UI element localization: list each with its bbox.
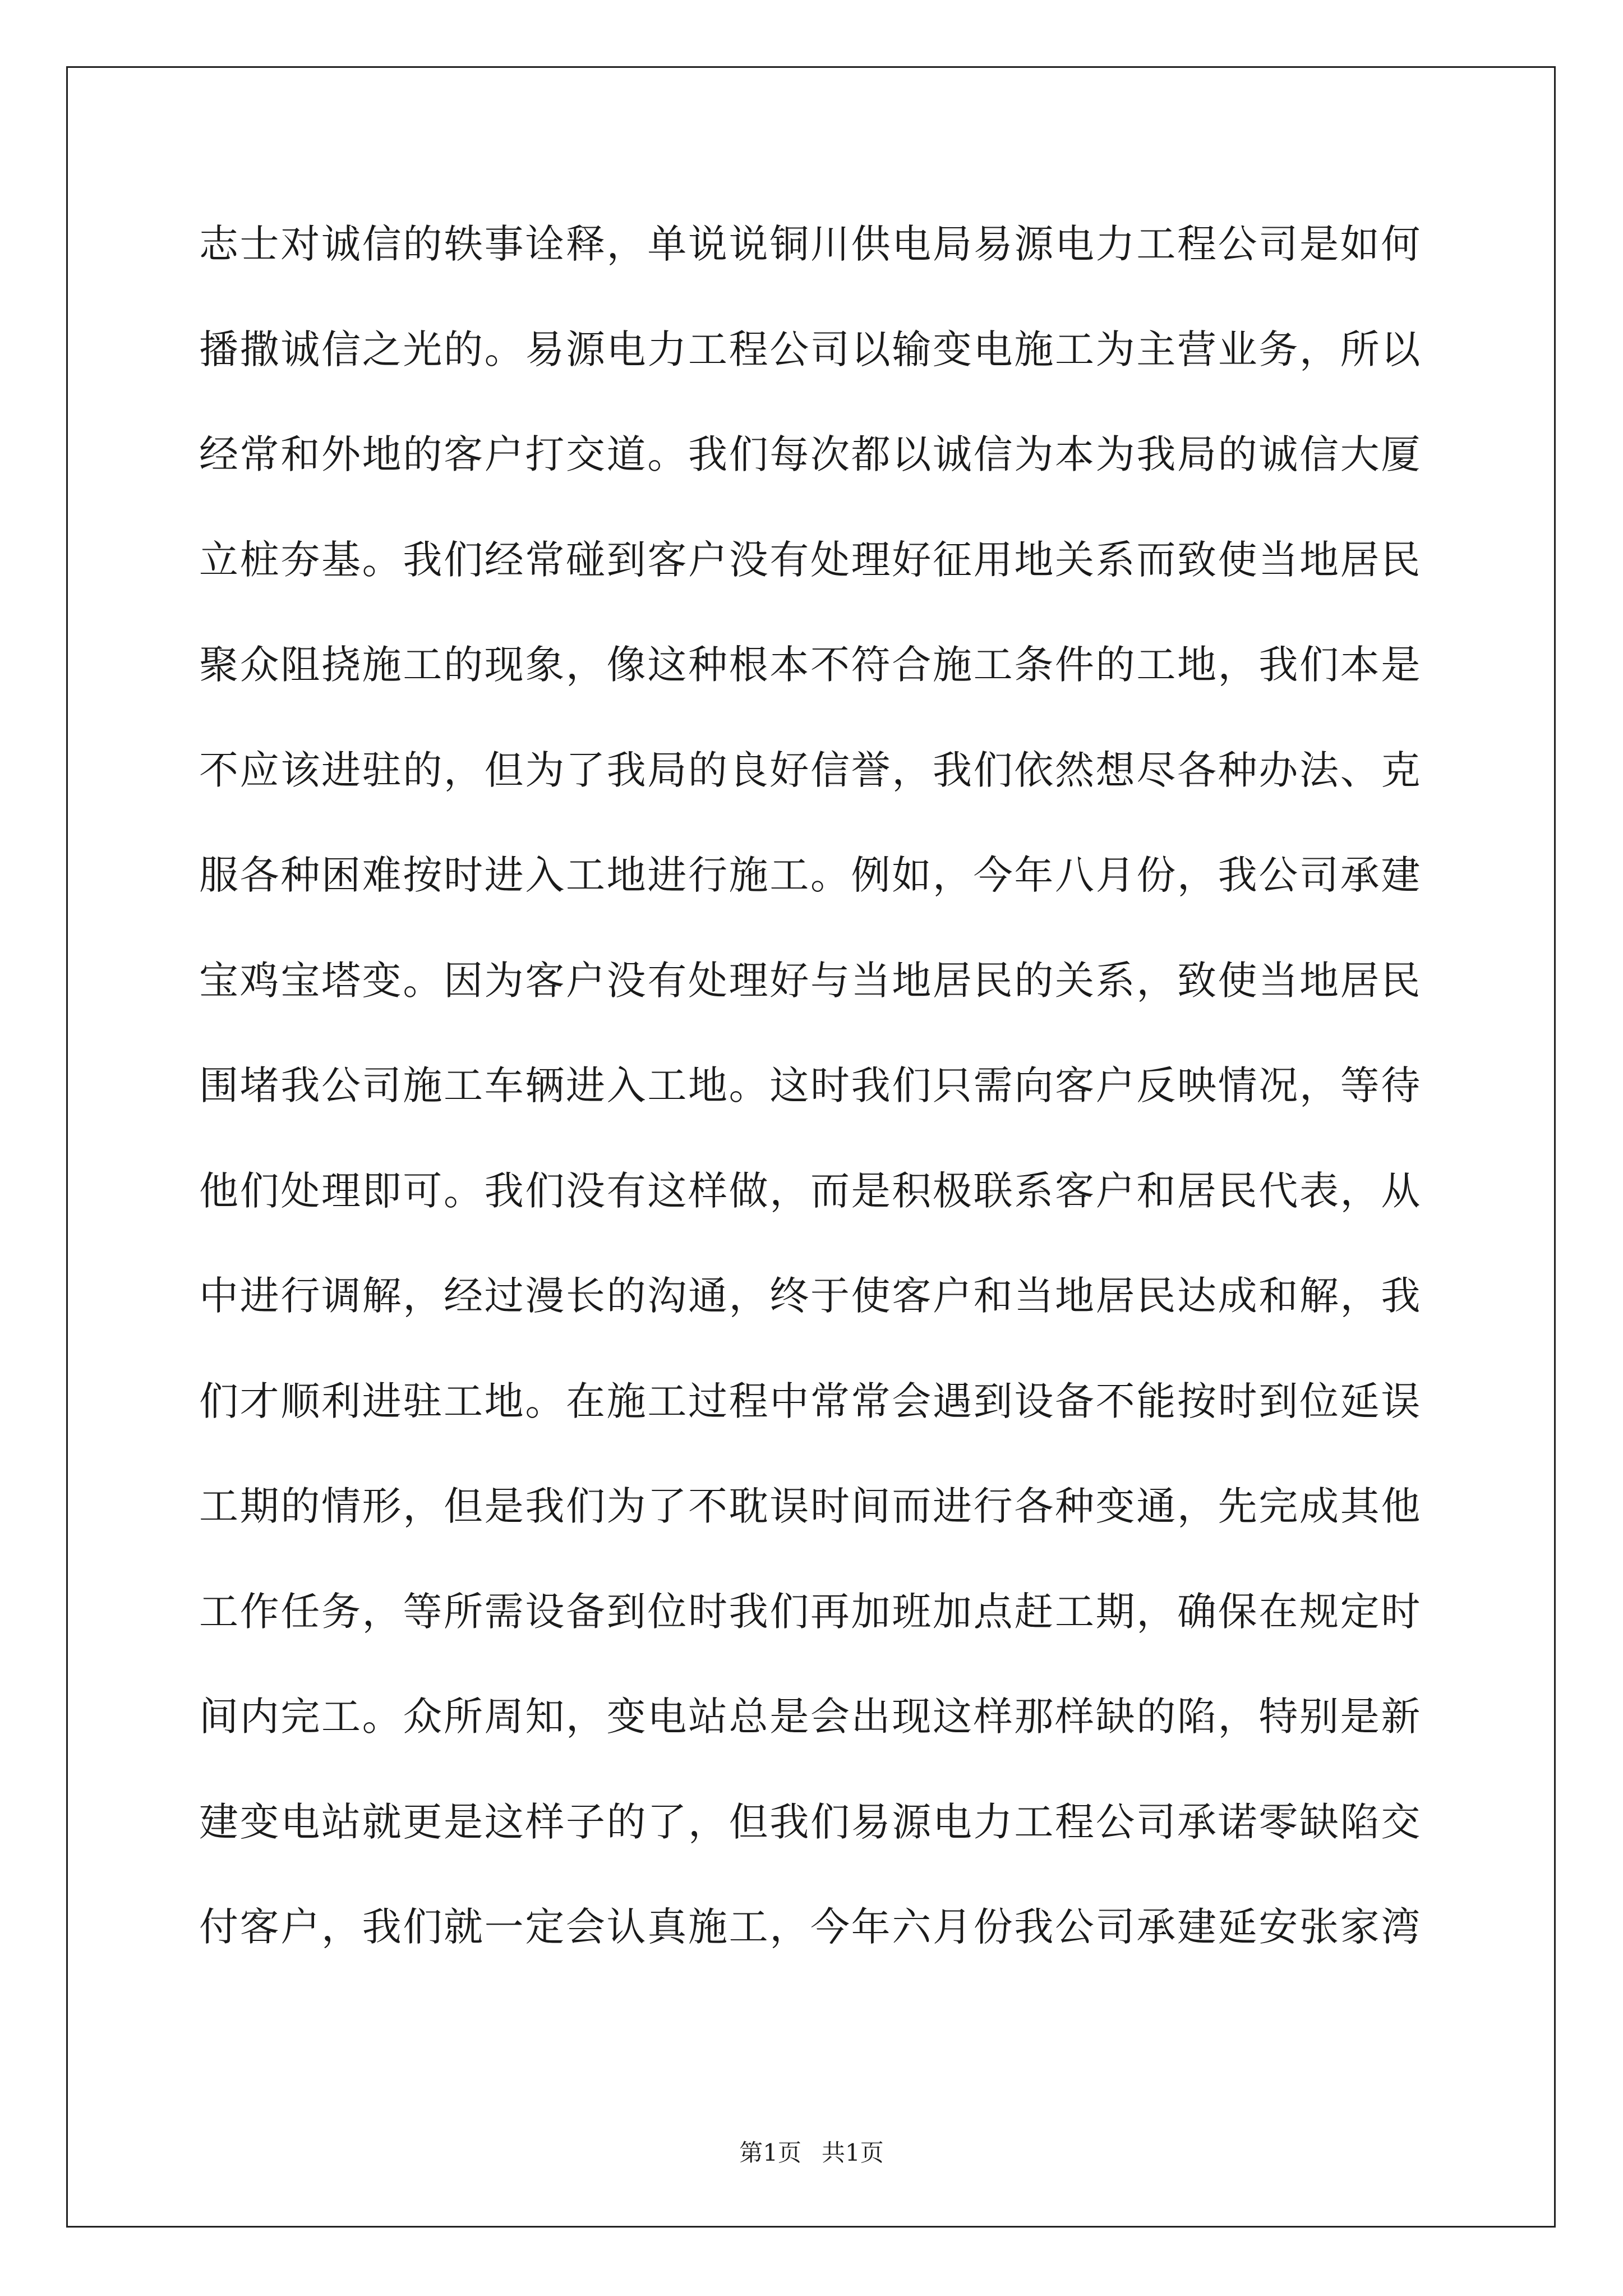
text-line-2: 播撒诚信之光的。易源电力工程公司以输变电施工为主营业务，所以 (199, 326, 1422, 372)
text-line-11: 中进行调解，经过漫长的沟通，终于使客户和当地居民达成和解，我 (199, 1273, 1422, 1319)
page-number: 第1页 (739, 2139, 801, 2166)
page-footer (0, 2136, 1623, 2170)
text-line-13: 工期的情形，但是我们为了不耽误时间而进行各种变通，先完成其他 (199, 1483, 1422, 1529)
text-line-10: 他们处理即可。我们没有这样做，而是积极联系客户和居民代表，从 (199, 1167, 1422, 1214)
text-line-12: 们才顺利进驻工地。在施工过程中常常会遇到设备不能按时到位延误 (199, 1378, 1422, 1424)
text-line-1: 志士对诚信的轶事诠释，单说说铜川供电局易源电力工程公司是如何 (199, 221, 1422, 267)
text-line-6: 不应该进驻的，但为了我局的良好信誉，我们依然想尽各种办法、克 (199, 747, 1422, 793)
page-total: 共1页 (822, 2139, 884, 2166)
text-line-3: 经常和外地的客户打交道。我们每次都以诚信为本为我局的诚信大厦 (199, 431, 1422, 477)
text-line-7: 服各种困难按时进入工地进行施工。例如，今年八月份，我公司承建 (199, 852, 1422, 898)
text-line-9: 围堵我公司施工车辆进入工地。这时我们只需向客户反映情况，等待 (199, 1062, 1422, 1108)
text-line-16: 建变电站就更是这样子的了，但我们易源电力工程公司承诺零缺陷交 (199, 1798, 1422, 1845)
body-text (199, 210, 1422, 1999)
text-line-14: 工作任务，等所需设备到位时我们再加班加点赶工期，确保在规定时 (199, 1588, 1422, 1635)
text-line-17: 付客户，我们就一定会认真施工，今年六月份我公司承建延安张家湾 (199, 1904, 1422, 1950)
text-line-15: 间内完工。众所周知，变电站总是会出现这样那样缺的陷，特别是新 (199, 1694, 1422, 1740)
text-line-5: 聚众阻挠施工的现象，像这种根本不符合施工条件的工地，我们本是 (199, 642, 1422, 688)
text-line-4: 立桩夯基。我们经常碰到客户没有处理好征用地关系而致使当地居民 (199, 536, 1422, 583)
text-line-8: 宝鸡宝塔变。因为客户没有处理好与当地居民的关系，致使当地居民 (199, 957, 1422, 1004)
